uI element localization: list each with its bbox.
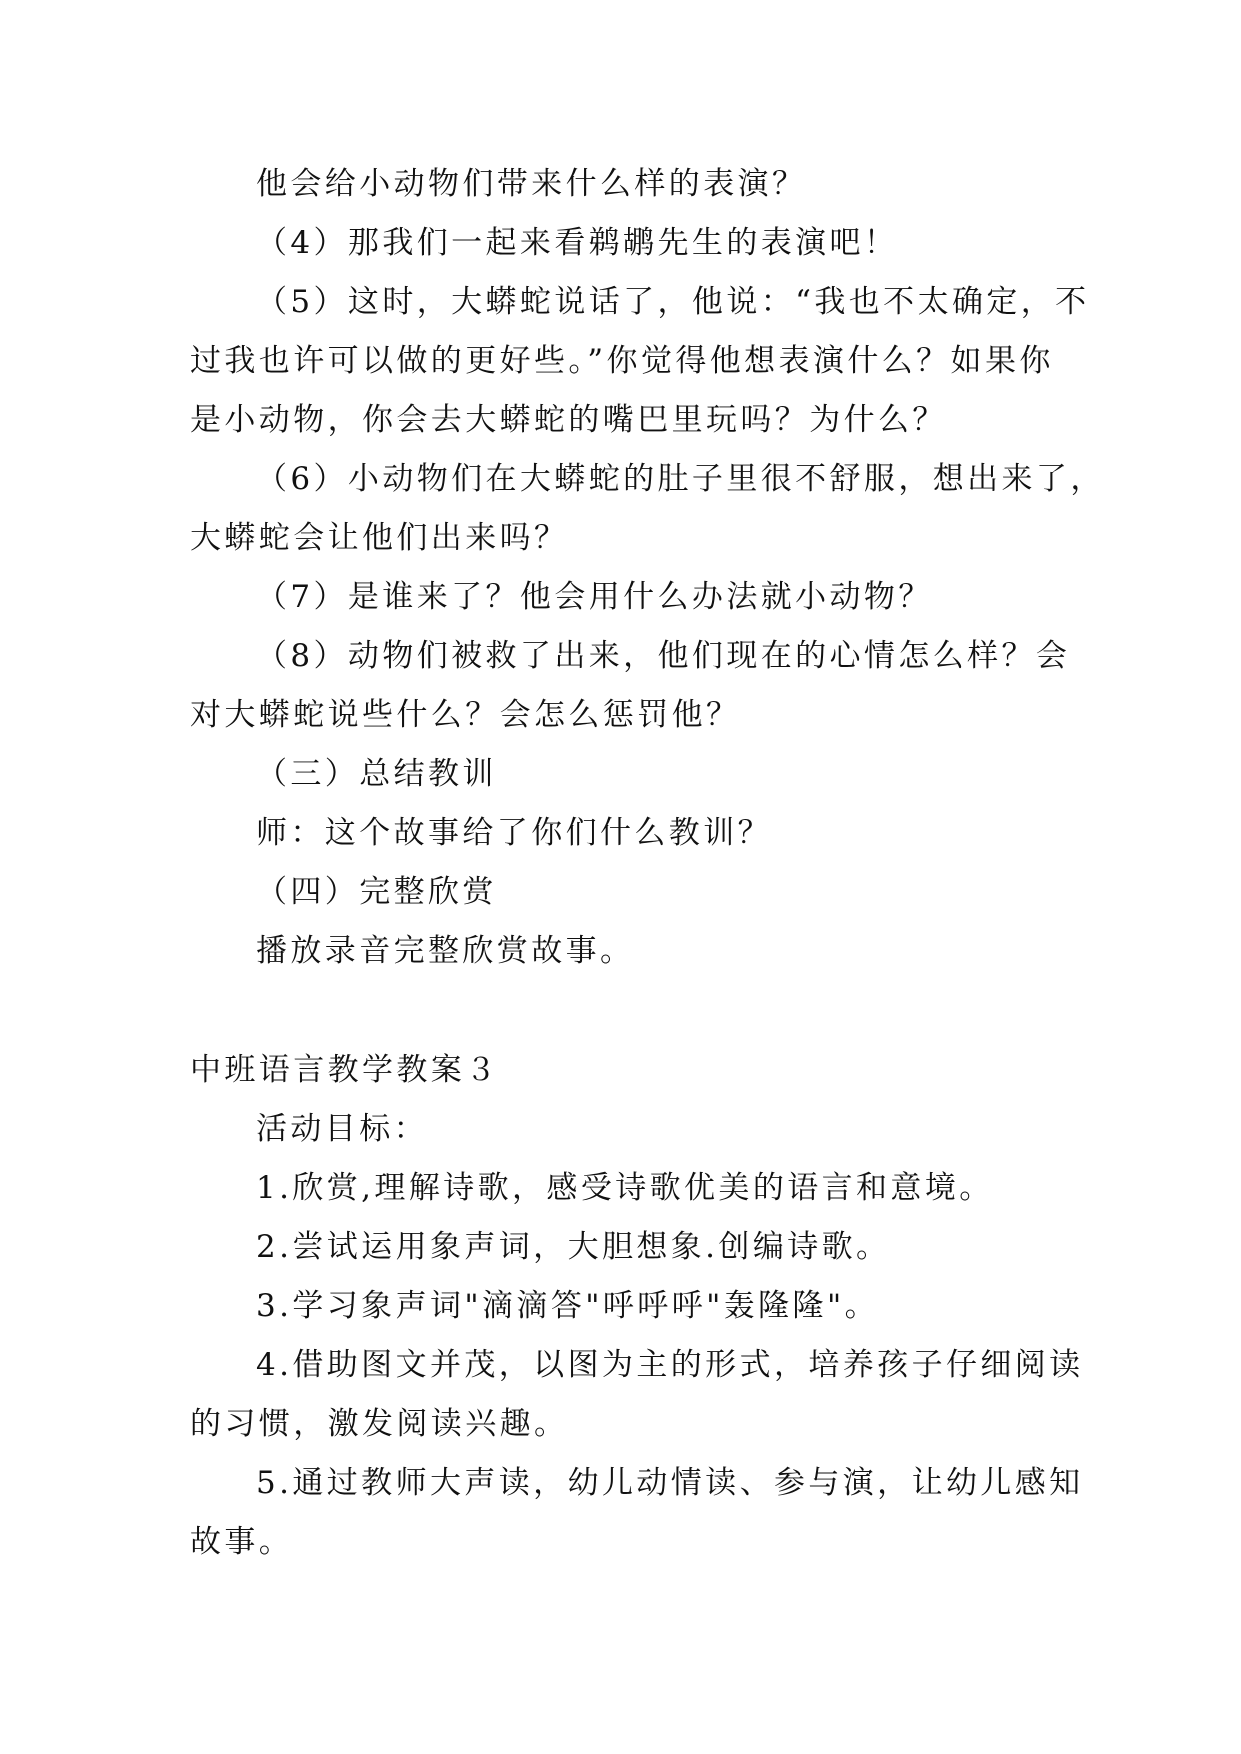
paragraph-line: 活动目标： [256,1111,428,1147]
paragraph-line: （5）这时，大蟒蛇说话了，他说：“我也不太确定，不 [256,284,1090,320]
list-item: 1.欣赏,理解诗歌，感受诗歌优美的语言和意境。 [256,1170,994,1206]
paragraph-line: （4）那我们一起来看鹈鹕先生的表演吧！ [256,225,899,261]
paragraph-line: 是小动物，你会去大蟒蛇的嘴巴里玩吗？为什么？ [190,402,947,438]
list-item: 4.借助图文并茂，以图为主的形式，培养孩子仔细阅读 [256,1347,1084,1383]
list-item: 3.学习象声词"滴滴答"呼呼呼"轰隆隆"。 [256,1288,880,1324]
paragraph-line: 故事。 [190,1524,294,1560]
paragraph-line: 大蟒蛇会让他们出来吗？ [190,520,569,556]
paragraph-line: （8）动物们被救了出来，他们现在的心情怎么样？会 [256,638,1071,674]
list-item: 5.通过教师大声读，幼儿动情读、参与演，让幼儿感知 [256,1465,1084,1501]
paragraph-line: 的习惯，激发阅读兴趣。 [190,1406,569,1442]
section-heading: （四）完整欣赏 [256,874,497,910]
section-heading: （三）总结教训 [256,756,497,792]
document-title: 中班语言教学教案３ [190,1052,500,1088]
paragraph-line: 播放录音完整欣赏故事。 [256,933,635,969]
list-item: 2.尝试运用象声词，大胆想象.创编诗歌。 [256,1229,891,1265]
paragraph-line: 对大蟒蛇说些什么？会怎么惩罚他？ [190,697,741,733]
paragraph-line: （7）是谁来了？他会用什么办法就小动物？ [256,579,933,615]
paragraph-line: 他会给小动物们带来什么样的表演？ [256,166,807,202]
paragraph-line: 过我也许可以做的更好些。”你觉得他想表演什么？如果你 [190,343,1054,379]
paragraph-line: （6）小动物们在大蟒蛇的肚子里很不舒服，想出来了， [256,461,1105,497]
paragraph-line: 师：这个故事给了你们什么教训？ [256,815,772,851]
